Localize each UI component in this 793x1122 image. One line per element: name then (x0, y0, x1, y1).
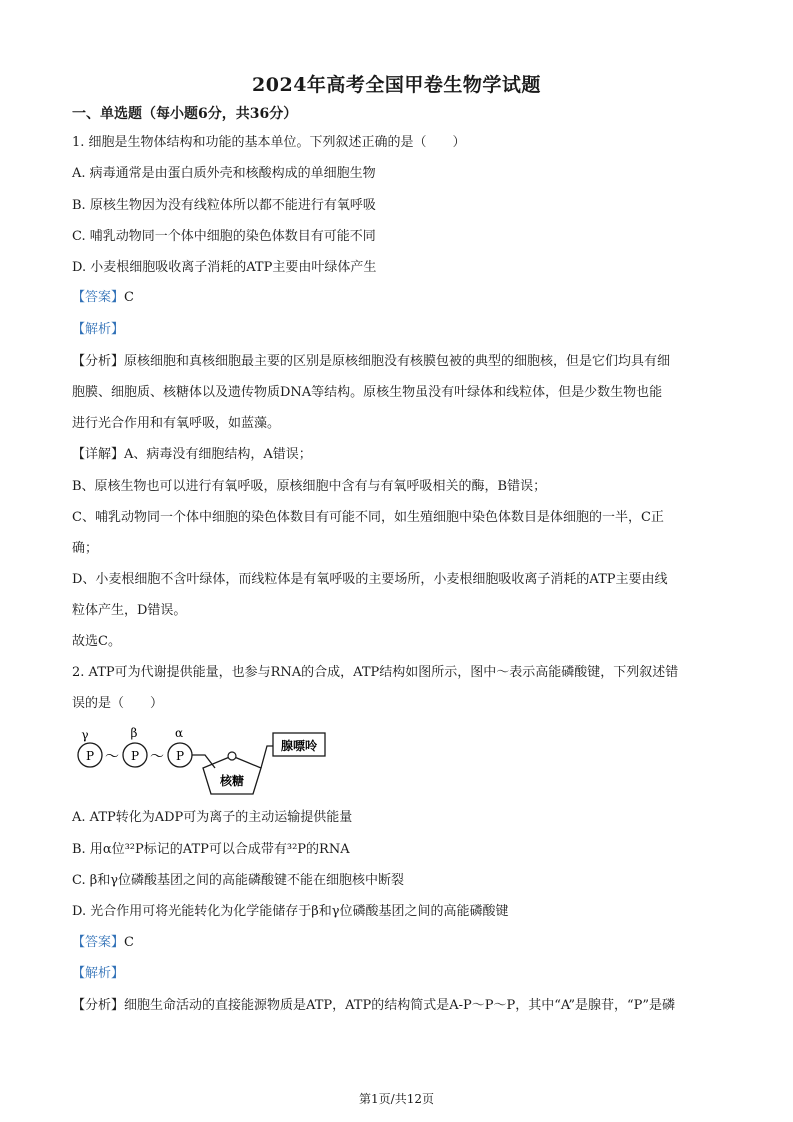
beta-label: β (130, 726, 138, 740)
bond-gamma-beta: ～ (105, 749, 119, 765)
phosphate-gamma-label: P (85, 749, 95, 763)
q1-fenxi-line-2: 胞膜、细胞质、核糖体以及遗传物质DNA等结构。原核生物虽没有叶绿体和线粒体，但是少数生物也能 (72, 385, 663, 400)
alpha-label: α (174, 726, 184, 740)
q1-xiangjie-line-4: 确； (72, 541, 99, 556)
q1-option-a: A. 病毒通常是由蛋白质外壳和核酸构成的单细胞生物 (72, 166, 376, 181)
ribose-label: 核糖 (219, 774, 245, 788)
xiangjie-label: 【详解】 (72, 447, 125, 462)
answer-label: 【答案】 (72, 935, 125, 950)
gamma-label: γ (81, 728, 89, 742)
answer-label: 【答案】 (72, 290, 125, 305)
q1-fenxi-line-1 (72, 352, 732, 372)
q2-option-d: D. 光合作用可将光能转化为化学能储存于β和γ位磷酸基团之间的高能磷酸键 (72, 904, 509, 919)
phosphate-alpha-label: P (175, 749, 185, 763)
q1-xiangjie-line-6: 粒体产生，D错误。 (72, 603, 187, 618)
q1-fenxi-line-3: 进行光合作用和有氧呼吸，如蓝藻。 (72, 416, 281, 431)
section-heading: 一、单选题（每小题6分，共36分） (72, 106, 298, 122)
answer-value: C (124, 935, 134, 950)
q1-xiangjie-line-2: B、原核生物也可以进行有氧呼吸，原核细胞中含有与有氧呼吸相关的酶，B错误； (72, 479, 547, 494)
q1-xiangjie-line-1 (72, 445, 732, 465)
analysis-label: 【解析】 (72, 322, 125, 337)
answer-value: C (124, 290, 134, 305)
adenine-label: 腺嘌呤 (280, 739, 318, 753)
xiangjie-text: A、病毒没有细胞结构，A错误； (124, 447, 312, 462)
fenxi-text: 细胞生命活动的直接能源物质是ATP，ATP的结构简式是A-P～P～P，其中“A”是腺苷，“P”是磷 (124, 998, 676, 1013)
q1-analysis-label (72, 320, 732, 340)
analysis-label: 【解析】 (72, 966, 125, 981)
q1-stem: 1. 细胞是生物体结构和功能的基本单位。下列叙述正确的是（ ） (72, 135, 466, 150)
bond-beta-alpha: ～ (150, 749, 164, 765)
atp-structure-diagram (70, 724, 360, 800)
q2-option-c: C. β和γ位磷酸基团之间的高能磷酸键不能在细胞核中断裂 (72, 873, 405, 888)
q1-xiangjie-line-3: C、哺乳动物同一个体中细胞的染色体数目有可能不同，如生殖细胞中染色体数目是体细胞的一半，C正 (72, 510, 664, 525)
fenxi-text: 原核细胞和真核细胞最主要的区别是原核细胞没有核膜包被的典型的细胞核，但是它们均具有细 (124, 354, 671, 369)
q2-analysis-label (72, 964, 732, 984)
page-title: 2024年高考全国甲卷生物学试题 (252, 74, 541, 96)
q2-answer (72, 933, 732, 953)
q2-option-a: A. ATP转化为ADP可为离子的主动运输提供能量 (72, 810, 353, 825)
fenxi-label: 【分析】 (72, 354, 125, 369)
q1-conclusion: 故选C。 (72, 634, 121, 649)
q2-option-b: B. 用α位³²P标记的ATP可以合成带有³²P的RNA (72, 842, 350, 857)
q1-option-b: B. 原核生物因为没有线粒体所以都不能进行有氧呼吸 (72, 198, 376, 213)
ring-oxygen (228, 752, 236, 760)
q2-stem-line-1: 2. ATP可为代谢提供能量，也参与RNA的合成，ATP结构如图所示，图中～表示高能磷酸键，下列叙述错 (72, 665, 679, 680)
q1-option-c: C. 哺乳动物同一个体中细胞的染色体数目有可能不同 (72, 229, 376, 244)
q1-answer (72, 288, 732, 308)
q1-option-d: D. 小麦根细胞吸收离子消耗的ATP主要由叶绿体产生 (72, 260, 377, 275)
q1-xiangjie-line-5: D、小麦根细胞不含叶绿体，而线粒体是有氧呼吸的主要场所，小麦根细胞吸收离子消耗的ATP主要由线 (72, 572, 668, 587)
page-footer: 第1页/共12页 (359, 1092, 434, 1106)
fenxi-label: 【分析】 (72, 998, 125, 1013)
phosphate-beta-label: P (130, 749, 140, 763)
q2-fenxi-line-1 (72, 996, 732, 1016)
sugar-base-link (261, 746, 273, 768)
q2-stem-line-2: 误的是（ ） (72, 696, 164, 711)
phosphate-sugar-link (192, 755, 215, 768)
